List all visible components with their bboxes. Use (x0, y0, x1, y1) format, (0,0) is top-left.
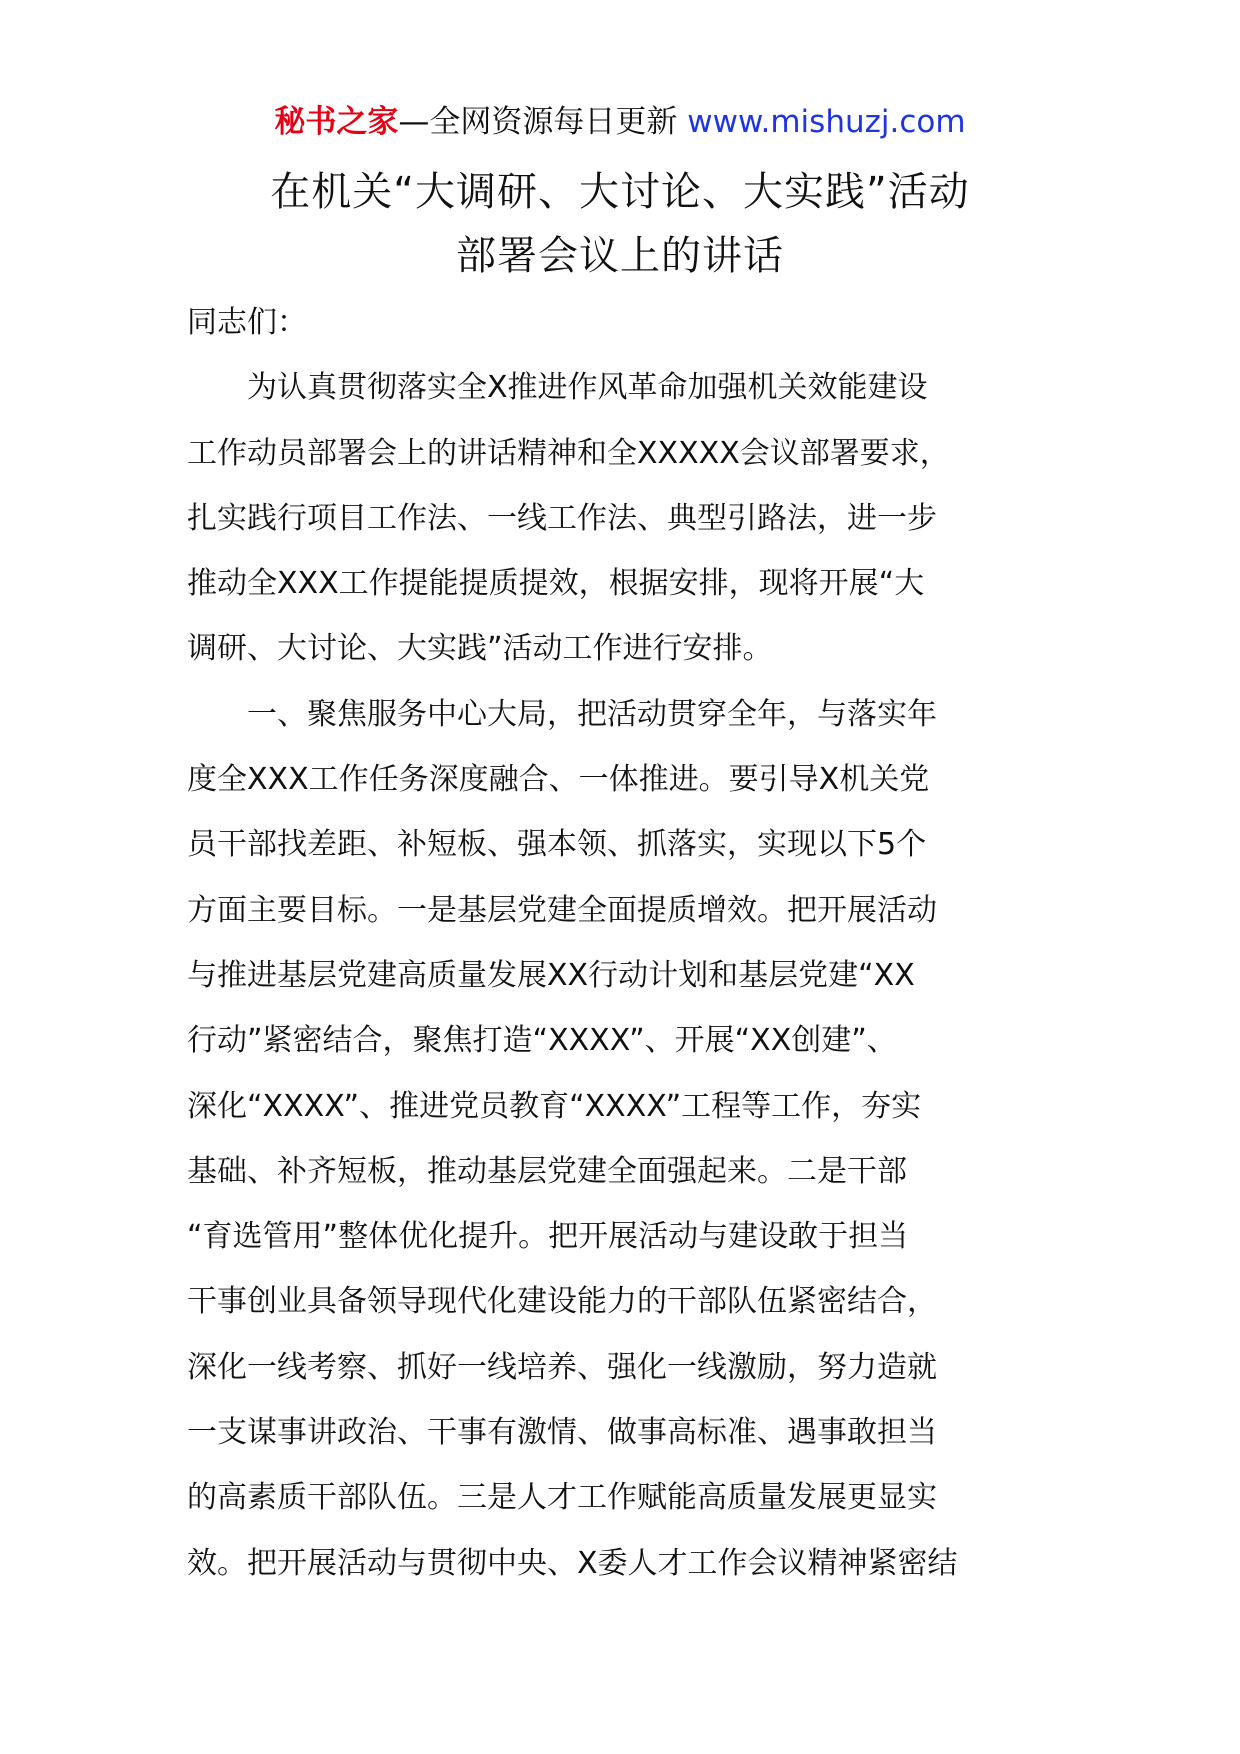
watermark-header (0, 98, 1240, 146)
text-line: 推动全XXX工作提能提质提效，根据安排，现将开展“大 (187, 566, 925, 602)
text-line: 工作动员部署会上的讲话精神和全XXXXX会议部署要求， (187, 435, 950, 471)
text-line: 为认真贯彻落实全X推进作风革命加强机关效能建设 (247, 370, 928, 406)
text-line: 的高素质干部队伍。三是人才工作赋能高质量发展更显实 (187, 1480, 937, 1516)
document-body (187, 290, 1053, 1596)
text-line: 扎实践行项目工作法、一线工作法、典型引路法，进一步 (187, 500, 937, 536)
title-line-2: 部署会议上的讲话 (456, 233, 784, 279)
text-line: 效。把开展活动与贯彻中央、X委人才工作会议精神紧密结 (187, 1545, 958, 1581)
text-line: 基础、补齐短板，推动基层党建全面强起来。二是干部 (187, 1153, 907, 1189)
text-line: 干事创业具备领导现代化建设能力的干部队伍紧密结合， (187, 1284, 937, 1320)
text-line: 度全XXX工作任务深度融合、一体推进。要引导X机关党 (187, 762, 930, 798)
text-line: 行动”紧密结合，聚焦打造“XXXX”、开展“XX创建”、 (187, 1023, 897, 1059)
text-line: 一支谋事讲政治、干事有激情、做事高标准、遇事敢担当 (187, 1415, 937, 1451)
paragraph-section-1 (187, 682, 1053, 1596)
text-line: “育选管用”整体优化提升。把开展活动与建设敢于担当 (187, 1219, 909, 1255)
brand-name: 秘书之家 (274, 104, 399, 140)
document-title (0, 160, 1240, 288)
paragraph-intro (187, 355, 1053, 681)
text-line: 方面主要目标。一是基层党建全面提质增效。把开展活动 (187, 892, 937, 928)
greeting: 同志们： (187, 305, 307, 340)
text-line: 员干部找差距、补短板、强本领、抓落实，实现以下5个 (187, 827, 927, 863)
text-line: 深化一线考察、抓好一线培养、强化一线激励，努力造就 (187, 1349, 937, 1385)
header-url[interactable]: www.mishuzj.com (687, 104, 966, 140)
section-heading: 一、聚焦服务中心大局，把活动贯穿全年，与落实年 (247, 696, 937, 732)
text-line: 深化“XXXX”、推进党员教育“XXXX”工程等工作，夯实 (187, 1088, 922, 1124)
title-line-1: 在机关“大调研、大讨论、大实践”活动 (270, 169, 970, 215)
text-line: 调研、大讨论、大实践”活动工作进行安排。 (187, 631, 773, 667)
header-slogan: —全网资源每日更新 (398, 104, 678, 140)
text-line: 与推进基层党建高质量发展XX行动计划和基层党建“XX (187, 957, 915, 993)
